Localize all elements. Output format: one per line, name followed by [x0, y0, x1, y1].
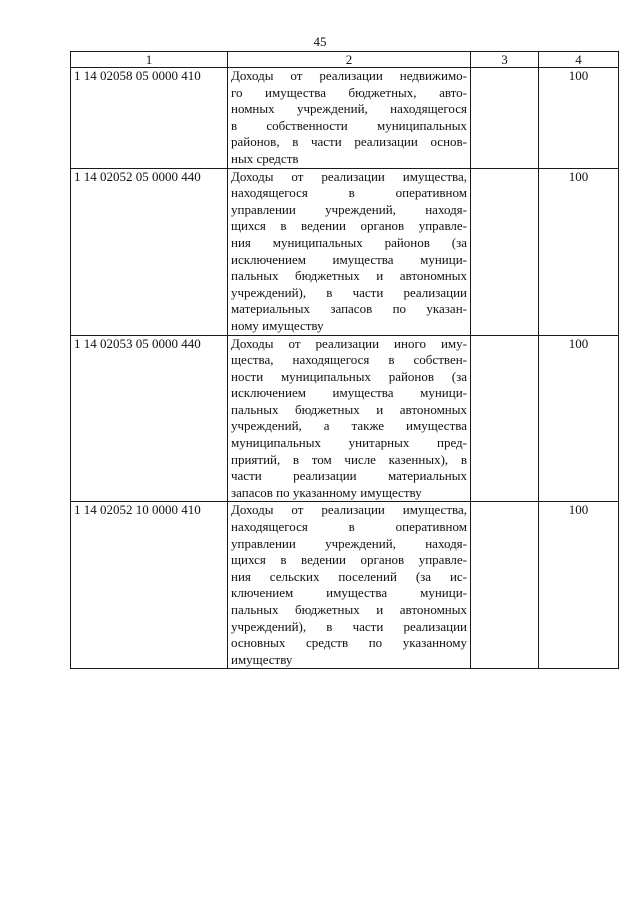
- description-line: пальных бюджетных и автономных: [231, 401, 467, 417]
- description-line: учреждений), в части реализации: [231, 284, 467, 300]
- description-line: учреждений), в части реализации: [231, 618, 467, 634]
- description-line: Доходы от реализации имущества,: [231, 502, 467, 518]
- table-header-row: [71, 52, 619, 68]
- description-line: учреждений, а также имущества: [231, 418, 467, 434]
- description-line: исключением имущества муници-: [231, 251, 467, 267]
- description-line: материальных запасов по указан-: [231, 301, 467, 317]
- table-row: [71, 335, 619, 502]
- description-line: ности муниципальных районов (за: [231, 368, 467, 384]
- description-line: в собственности муниципальных: [231, 117, 467, 133]
- description-line: ния сельских поселений (за ис-: [231, 568, 467, 584]
- column-header-3: 3: [471, 52, 539, 68]
- amount-cell: 100: [539, 68, 619, 169]
- description-line: исключением имущества муници-: [231, 385, 467, 401]
- description-line: приятий, в том числе казенных), в: [231, 451, 467, 467]
- description-line: Доходы от реализации имущества,: [231, 168, 467, 184]
- description-line: пальных бюджетных и автономных: [231, 268, 467, 284]
- description-line: ключением имущества муници-: [231, 585, 467, 601]
- description-line: муниципальных унитарных пред-: [231, 435, 467, 451]
- description-line: ному имуществу: [231, 317, 324, 333]
- description-line: щихся в ведении органов управле-: [231, 552, 467, 568]
- revenue-table: [70, 51, 619, 669]
- column-header-1: 1: [71, 52, 228, 68]
- revenue-code-cell: 1 14 02053 05 0000 440: [71, 335, 228, 502]
- description-line: управлении учреждений, находя-: [231, 535, 467, 551]
- description-line: ных средств: [231, 150, 299, 166]
- revenue-description-cell: [228, 335, 471, 502]
- description-line: го имущества бюджетных, авто-: [231, 84, 467, 100]
- description-line: щества, находящегося в собствен-: [231, 352, 467, 368]
- table-row: [71, 502, 619, 669]
- description-line: находящегося в оперативном: [231, 519, 467, 535]
- description-line: части реализации материальных: [231, 468, 467, 484]
- description-line: основных средств по указанному: [231, 635, 467, 651]
- column-header-2: 2: [228, 52, 471, 68]
- description-line: Доходы от реализации иного иму-: [231, 335, 467, 351]
- description-line: номных учреждений, находящегося: [231, 101, 467, 117]
- description-line: районов, в части реализации основ-: [231, 134, 467, 150]
- table-row: [71, 168, 619, 335]
- revenue-code-cell: 1 14 02058 05 0000 410: [71, 68, 228, 169]
- description-line: запасов по указанному имуществу: [231, 484, 422, 500]
- revenue-description-cell: [228, 502, 471, 669]
- table-row: [71, 68, 619, 169]
- description-line: Доходы от реализации недвижимо-: [231, 68, 467, 83]
- revenue-description-cell: [228, 168, 471, 335]
- description-line: находящегося в оперативном: [231, 185, 467, 201]
- amount-cell: 100: [539, 335, 619, 502]
- column-header-4: 4: [539, 52, 619, 68]
- amount-cell: 100: [539, 502, 619, 669]
- description-line: щихся в ведении органов управле-: [231, 218, 467, 234]
- column-3-cell: [471, 502, 539, 669]
- description-line: имуществу: [231, 651, 293, 667]
- revenue-description-cell: [228, 68, 471, 169]
- page-number: 45: [313, 34, 327, 49]
- column-3-cell: [471, 168, 539, 335]
- revenue-code-cell: 1 14 02052 10 0000 410: [71, 502, 228, 669]
- revenue-code-cell: 1 14 02052 05 0000 440: [71, 168, 228, 335]
- column-3-cell: [471, 335, 539, 502]
- table-body: [71, 68, 619, 669]
- amount-cell: 100: [539, 168, 619, 335]
- description-line: пальных бюджетных и автономных: [231, 602, 467, 617]
- description-line: ния муниципальных районов (за: [231, 234, 467, 250]
- description-line: управлении учреждений, находя-: [231, 201, 467, 217]
- column-3-cell: [471, 68, 539, 169]
